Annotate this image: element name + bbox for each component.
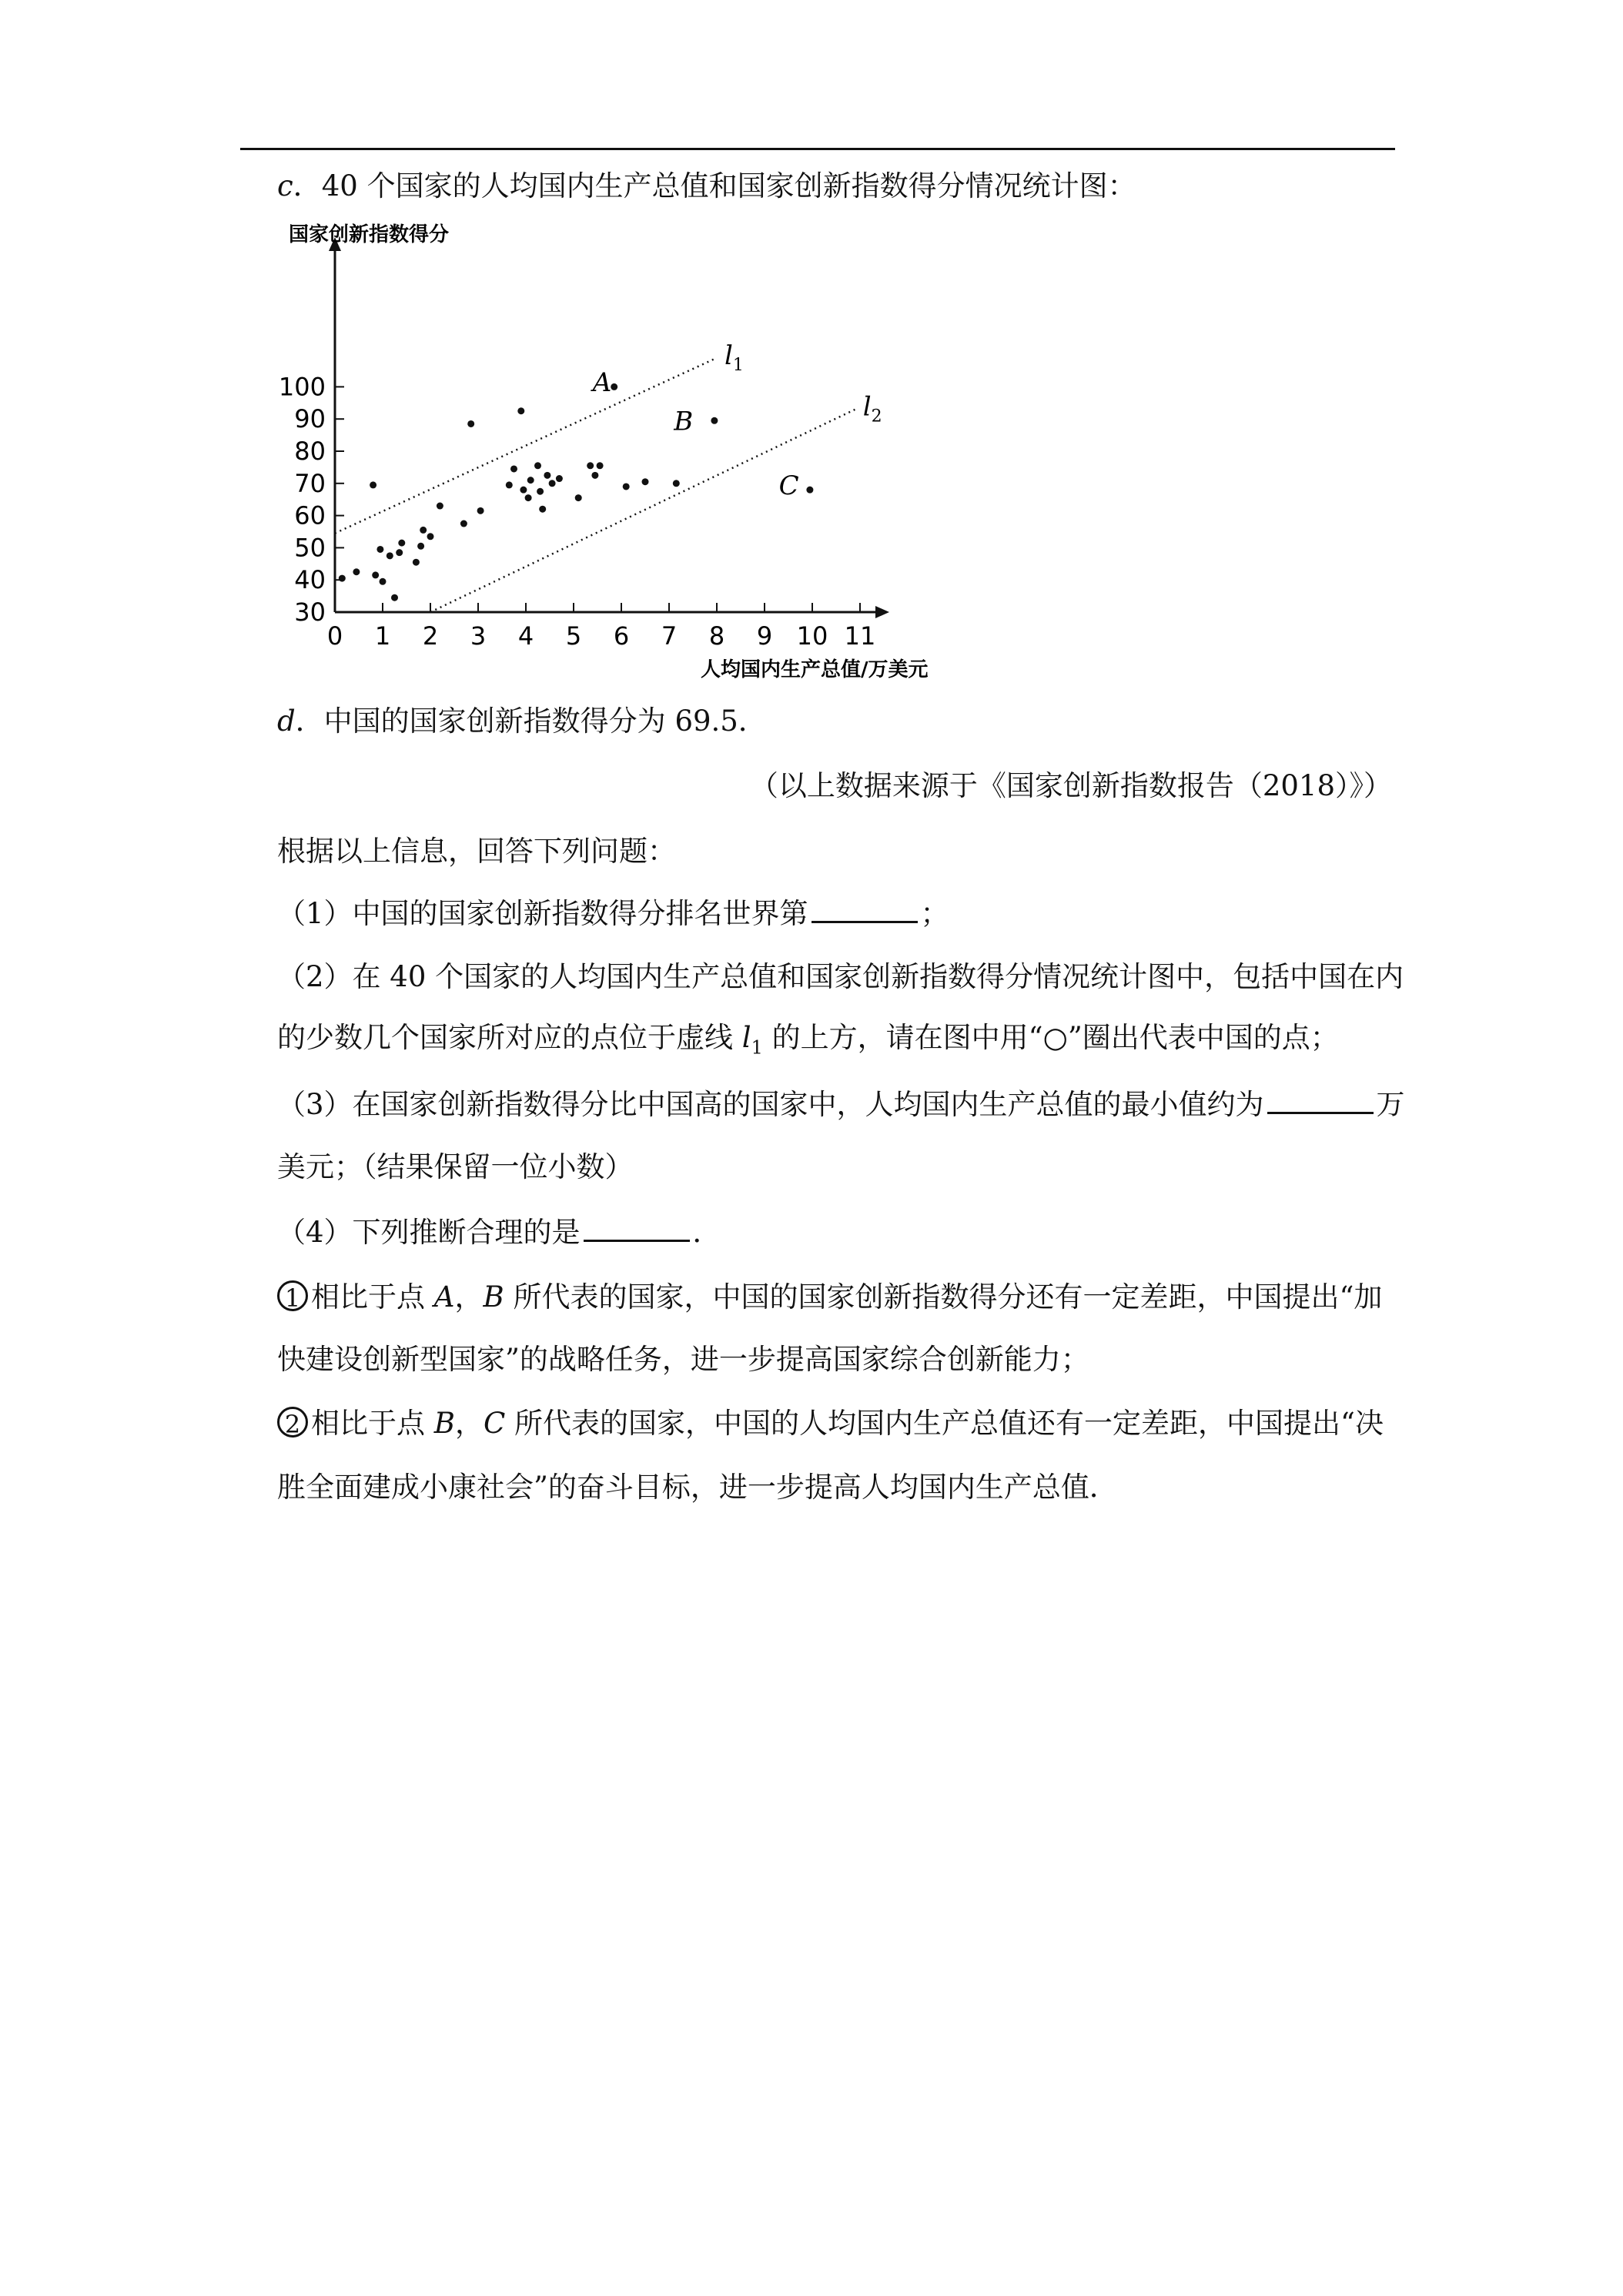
data-point xyxy=(549,480,556,487)
data-point xyxy=(591,472,598,479)
boundary-line-label-2: $l_2$ xyxy=(862,391,882,427)
data-point xyxy=(806,487,813,494)
item-c-label: c xyxy=(277,169,293,202)
x-tick-label: 1 xyxy=(374,621,391,651)
item-c-heading xyxy=(277,166,1136,206)
data-point xyxy=(353,568,360,575)
option-2-var-a: B xyxy=(433,1407,455,1440)
x-tick-label: 0 xyxy=(326,621,343,651)
data-point xyxy=(396,549,403,556)
y-tick-label: 40 xyxy=(294,565,326,595)
x-tick-label: 2 xyxy=(422,621,439,651)
option-1-var-a: A xyxy=(433,1280,455,1314)
y-tick-label: 30 xyxy=(294,597,326,627)
y-tick-label: 80 xyxy=(294,437,326,466)
q1-text: （1）中国的国家创新指数得分排名世界第 xyxy=(277,897,808,930)
x-tick-label: 8 xyxy=(708,621,725,651)
x-tick-label: 11 xyxy=(844,621,876,651)
y-tick-label: 90 xyxy=(294,404,326,434)
option-2-sep: ， xyxy=(454,1407,484,1440)
data-point xyxy=(611,383,617,390)
point-label-C: C xyxy=(778,470,799,501)
q4-answer-blank[interactable] xyxy=(584,1212,690,1242)
q3-text: （3）在国家创新指数得分比中国高的国家中，人均国内生产总值的最小值约为 xyxy=(277,1088,1264,1121)
data-point xyxy=(460,520,467,527)
tick-labels xyxy=(279,372,875,651)
data-point xyxy=(427,533,434,540)
item-d xyxy=(277,701,767,741)
data-point xyxy=(372,571,379,578)
option-1-text-a: 相比于点 xyxy=(311,1280,434,1314)
q2-text-a: 的少数几个国家所对应的点位于虚线 xyxy=(277,1021,742,1054)
option-1-text-b: 所代表的国家，中国的国家创新指数得分还有一定差距，中国提出“加 xyxy=(504,1280,1383,1314)
data-point xyxy=(544,472,550,479)
data-point xyxy=(506,481,513,488)
point-label-B: B xyxy=(674,406,694,437)
data-point xyxy=(437,503,443,510)
boundary-line-2 xyxy=(430,410,855,612)
option-1-var-b: B xyxy=(483,1280,504,1314)
data-point xyxy=(376,546,383,553)
y-axis-label: 国家创新指数得分 xyxy=(289,223,450,246)
data-point xyxy=(642,478,649,485)
data-source-note: （以上数据来源于《国家创新指数报告（2018）》） xyxy=(749,769,1392,802)
option-1-sep: ， xyxy=(454,1280,484,1314)
point-label-A: A xyxy=(592,367,612,399)
option-2-var-b: C xyxy=(483,1407,506,1440)
q1-answer-blank[interactable] xyxy=(812,893,918,923)
data-point xyxy=(520,487,527,494)
x-tick-label: 4 xyxy=(517,621,534,651)
x-tick-label: 7 xyxy=(661,621,678,651)
x-tick-label: 3 xyxy=(470,621,487,651)
data-point xyxy=(417,543,424,550)
boundary-line-1 xyxy=(335,358,717,534)
boundary-line-label-1: $l_1$ xyxy=(724,340,744,375)
data-point xyxy=(517,407,524,414)
data-point xyxy=(673,480,680,487)
option-2-text-a: 相比于点 xyxy=(311,1407,434,1440)
question-3-line1 xyxy=(277,1084,1405,1125)
item-d-label: d xyxy=(277,705,296,738)
header-rule xyxy=(240,148,1395,150)
q3-unit: 万 xyxy=(1376,1088,1405,1121)
q1-tail: ； xyxy=(920,897,949,930)
data-point xyxy=(477,507,484,514)
item-d-text: ．中国的国家创新指数得分为 69.5． xyxy=(295,705,767,738)
scatter-chart xyxy=(273,216,982,693)
x-tick-label: 10 xyxy=(796,621,828,651)
option-2-line1 xyxy=(277,1404,1384,1444)
q4-tail: ． xyxy=(692,1216,721,1249)
x-axis-label: 人均国内生产总值/万美元 xyxy=(701,658,929,681)
y-tick-label: 70 xyxy=(294,468,326,498)
point-labels xyxy=(591,367,799,501)
y-tick-label: 60 xyxy=(294,500,326,530)
question-3-line2: 美元；（结果保留一位小数） xyxy=(277,1150,634,1183)
x-axis-arrow xyxy=(875,606,889,618)
data-point xyxy=(711,417,718,424)
y-tick-label: 100 xyxy=(278,372,326,402)
x-tick-label: 9 xyxy=(756,621,773,651)
option-2-number: 2 xyxy=(277,1407,308,1438)
data-point xyxy=(575,494,582,501)
data-point xyxy=(539,506,546,513)
q2-line-var: l xyxy=(741,1021,751,1054)
question-2-line1: （2）在 40 个国家的人均国内生产总值和国家创新指数得分情况统计图中，包括中国在内 xyxy=(277,960,1404,993)
data-point xyxy=(387,552,393,559)
data-point xyxy=(587,462,594,469)
data-point xyxy=(398,540,405,547)
data-point xyxy=(380,578,387,585)
intro-text: 根据以上信息，回答下列问题： xyxy=(277,835,676,868)
option-1-number: 1 xyxy=(277,1280,308,1311)
option-2-line2: 胜全面建成小康社会”的奋斗目标，进一步提高人均国内生产总值． xyxy=(277,1471,1118,1504)
data-points xyxy=(339,383,814,601)
data-point xyxy=(370,481,376,488)
item-c-text: ．40 个国家的人均国内生产总值和国家创新指数得分情况统计图： xyxy=(293,169,1136,202)
option-2-text-b: 所代表的国家，中国的人均国内生产总值还有一定差距，中国提出“决 xyxy=(505,1407,1384,1440)
q2-line-sub: 1 xyxy=(751,1036,763,1059)
data-point xyxy=(525,494,532,501)
data-point xyxy=(420,527,427,534)
question-4 xyxy=(277,1212,721,1253)
data-point xyxy=(339,575,346,582)
data-point xyxy=(391,594,398,601)
question-1 xyxy=(277,893,949,934)
data-point xyxy=(597,462,604,469)
data-point xyxy=(467,420,474,427)
y-tick-label: 50 xyxy=(294,533,326,563)
data-point xyxy=(527,477,534,484)
data-point xyxy=(537,488,544,495)
data-point xyxy=(413,559,420,566)
x-tick-label: 6 xyxy=(613,621,630,651)
q2-text-b: 的上方，请在图中用“○”圈出代表中国的点； xyxy=(762,1021,1339,1054)
option-1-line1 xyxy=(277,1277,1382,1317)
option-1-line2: 快建设创新型国家”的战略任务，进一步提高国家综合创新能力； xyxy=(277,1343,1089,1376)
x-tick-label: 5 xyxy=(565,621,582,651)
data-point xyxy=(510,465,517,472)
q3-answer-blank[interactable] xyxy=(1267,1084,1374,1114)
q4-text: （4）下列推断合理的是 xyxy=(277,1216,581,1249)
data-point xyxy=(534,462,541,469)
data-point xyxy=(623,483,630,490)
question-2-line2 xyxy=(277,1018,1339,1067)
data-point xyxy=(556,475,563,482)
